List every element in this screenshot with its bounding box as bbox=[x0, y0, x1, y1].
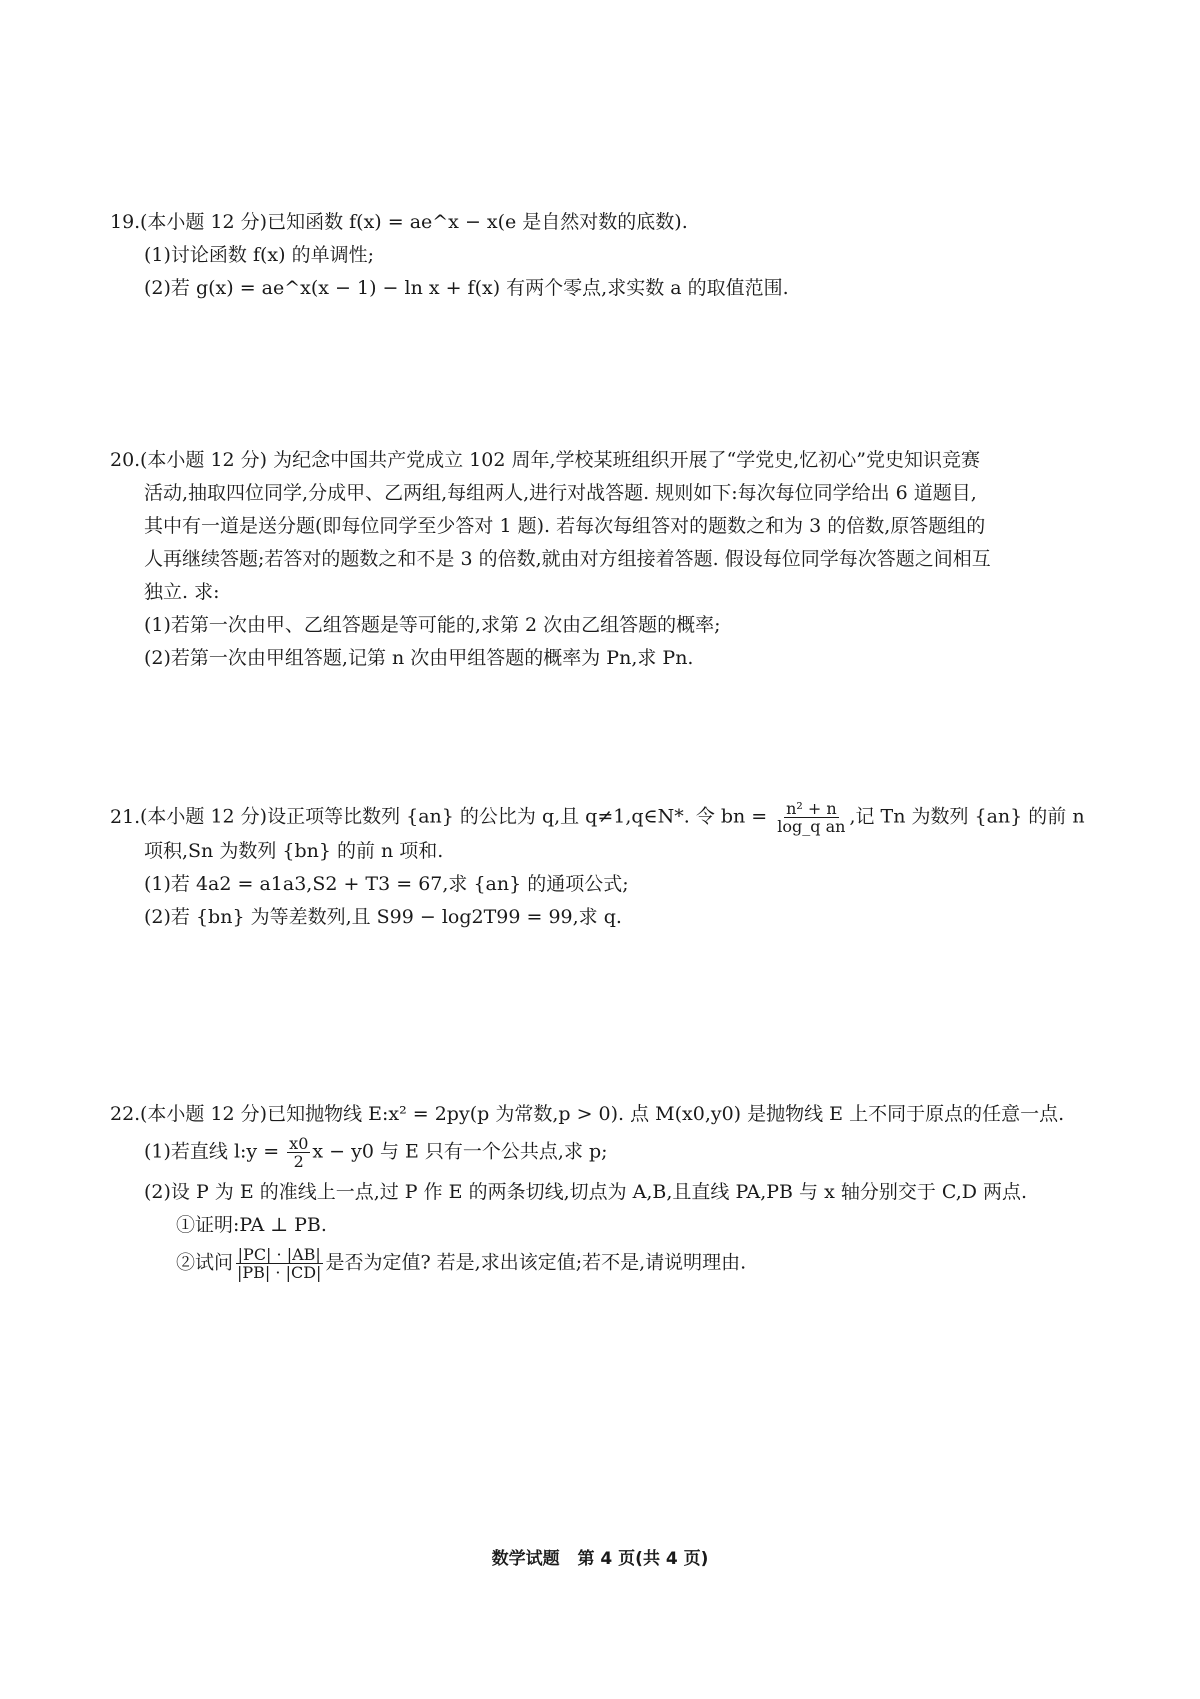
fraction-numerator: x0 bbox=[289, 1134, 309, 1153]
problem-21-header bbox=[110, 800, 1100, 835]
problem-22-part-2-ii bbox=[110, 1246, 1100, 1281]
problem-22-part-2: (2)设 P 为 E 的准线上一点,过 P 作 E 的两条切线,切点为 A,B,且直线 PA,PB 与 x 轴分别交于 C,D 两点. bbox=[144, 1181, 1028, 1203]
part-text-continued: 是否为定值? 若是,求出该定值;若不是,请说明理由. bbox=[325, 1251, 747, 1274]
problem-text: (本小题 12 分) 为纪念中国共产党成立 102 周年,学校某班组织开展了“学党史,忆初心”党史知识竞赛 bbox=[140, 449, 980, 471]
problem-22-part-1 bbox=[110, 1135, 1100, 1170]
problem-19-header bbox=[110, 206, 1100, 239]
b-n-fraction bbox=[775, 800, 847, 835]
fraction-denominator: log_q an bbox=[777, 817, 846, 836]
problem-20 bbox=[110, 444, 1100, 675]
problem-20-line-3: 其中有一道是送分题(即每位同学至少答对 1 题). 若每次每组答对的题数之和为 3 的倍数,原答题组的 bbox=[144, 515, 986, 537]
problem-20-line-2: 活动,抽取四位同学,分成甲、乙两组,每组两人,进行对战答题. 规则如下:每次每位同学给出 6 道题目, bbox=[144, 482, 977, 504]
part-text: (1)若直线 l:y = bbox=[144, 1140, 280, 1163]
problem-21-line-2: 项积,Sn 为数列 {bn} 的前 n 项和. bbox=[144, 840, 444, 862]
footer-title: 数学试题 bbox=[491, 1549, 560, 1569]
problem-text: (本小题 12 分)已知函数 f(x) = ae^x − x(e 是自然对数的底数). bbox=[140, 211, 688, 233]
page-footer bbox=[0, 1544, 1200, 1569]
problem-22-header bbox=[110, 1098, 1100, 1131]
problem-20-part-2: (2)若第一次由甲组答题,记第 n 次由甲组答题的概率为 Pn,求 Pn. bbox=[144, 647, 694, 669]
problem-19 bbox=[110, 206, 1100, 305]
problem-number: 20. bbox=[110, 449, 141, 471]
problem-20-line-4: 人再继续答题;若答对的题数之和不是 3 的倍数,就由对方组接着答题. 假设每位同学每次答题之间相互 bbox=[144, 548, 991, 570]
footer-page-number: 第 4 页(共 4 页) bbox=[577, 1549, 709, 1569]
fraction-numerator: |PC| · |AB| bbox=[237, 1245, 321, 1264]
part-text-continued: x − y0 与 E 只有一个公共点,求 p; bbox=[312, 1140, 608, 1163]
problem-number: 21. bbox=[110, 805, 141, 828]
problem-number: 22. bbox=[110, 1103, 141, 1125]
problem-number: 19. bbox=[110, 211, 141, 233]
problem-19-part-2: (2)若 g(x) = ae^x(x − 1) − ln x + f(x) 有两个零点,求实数 a 的取值范围. bbox=[144, 277, 789, 299]
problem-20-line-1 bbox=[110, 444, 1100, 477]
fraction-numerator: n² + n bbox=[786, 799, 837, 818]
problem-21-part-2: (2)若 {bn} 为等差数列,且 S99 − log2T99 = 99,求 q. bbox=[144, 906, 622, 928]
problem-text: (本小题 12 分)设正项等比数列 {an} 的公比为 q,且 q≠1,q∈N*. 令 bn = bbox=[140, 805, 768, 828]
fraction-denominator: 2 bbox=[293, 1152, 304, 1171]
line-slope-fraction bbox=[287, 1135, 310, 1170]
problem-text-continued: ,记 Tn 为数列 {an} 的前 n bbox=[849, 805, 1085, 828]
problem-22-part-2-i: ①证明:PA ⊥ PB. bbox=[176, 1214, 327, 1236]
problem-19-part-1: (1)讨论函数 f(x) 的单调性; bbox=[144, 244, 374, 266]
ratio-fraction bbox=[235, 1246, 323, 1281]
problem-22 bbox=[110, 1098, 1100, 1281]
problem-text: (本小题 12 分)已知抛物线 E:x² = 2py(p 为常数,p > 0). 点 M(x0,y0) 是抛物线 E 上不同于原点的任意一点. bbox=[140, 1103, 1065, 1125]
problem-21-part-1: (1)若 4a2 = a1a3,S2 + T3 = 67,求 {an} 的通项公式; bbox=[144, 873, 629, 895]
problem-20-part-1: (1)若第一次由甲、乙组答题是等可能的,求第 2 次由乙组答题的概率; bbox=[144, 614, 721, 636]
fraction-denominator: |PB| · |CD| bbox=[237, 1263, 322, 1282]
problem-21 bbox=[110, 800, 1100, 934]
problem-20-line-5: 独立. 求: bbox=[144, 581, 220, 603]
part-text: ②试问 bbox=[176, 1251, 234, 1274]
